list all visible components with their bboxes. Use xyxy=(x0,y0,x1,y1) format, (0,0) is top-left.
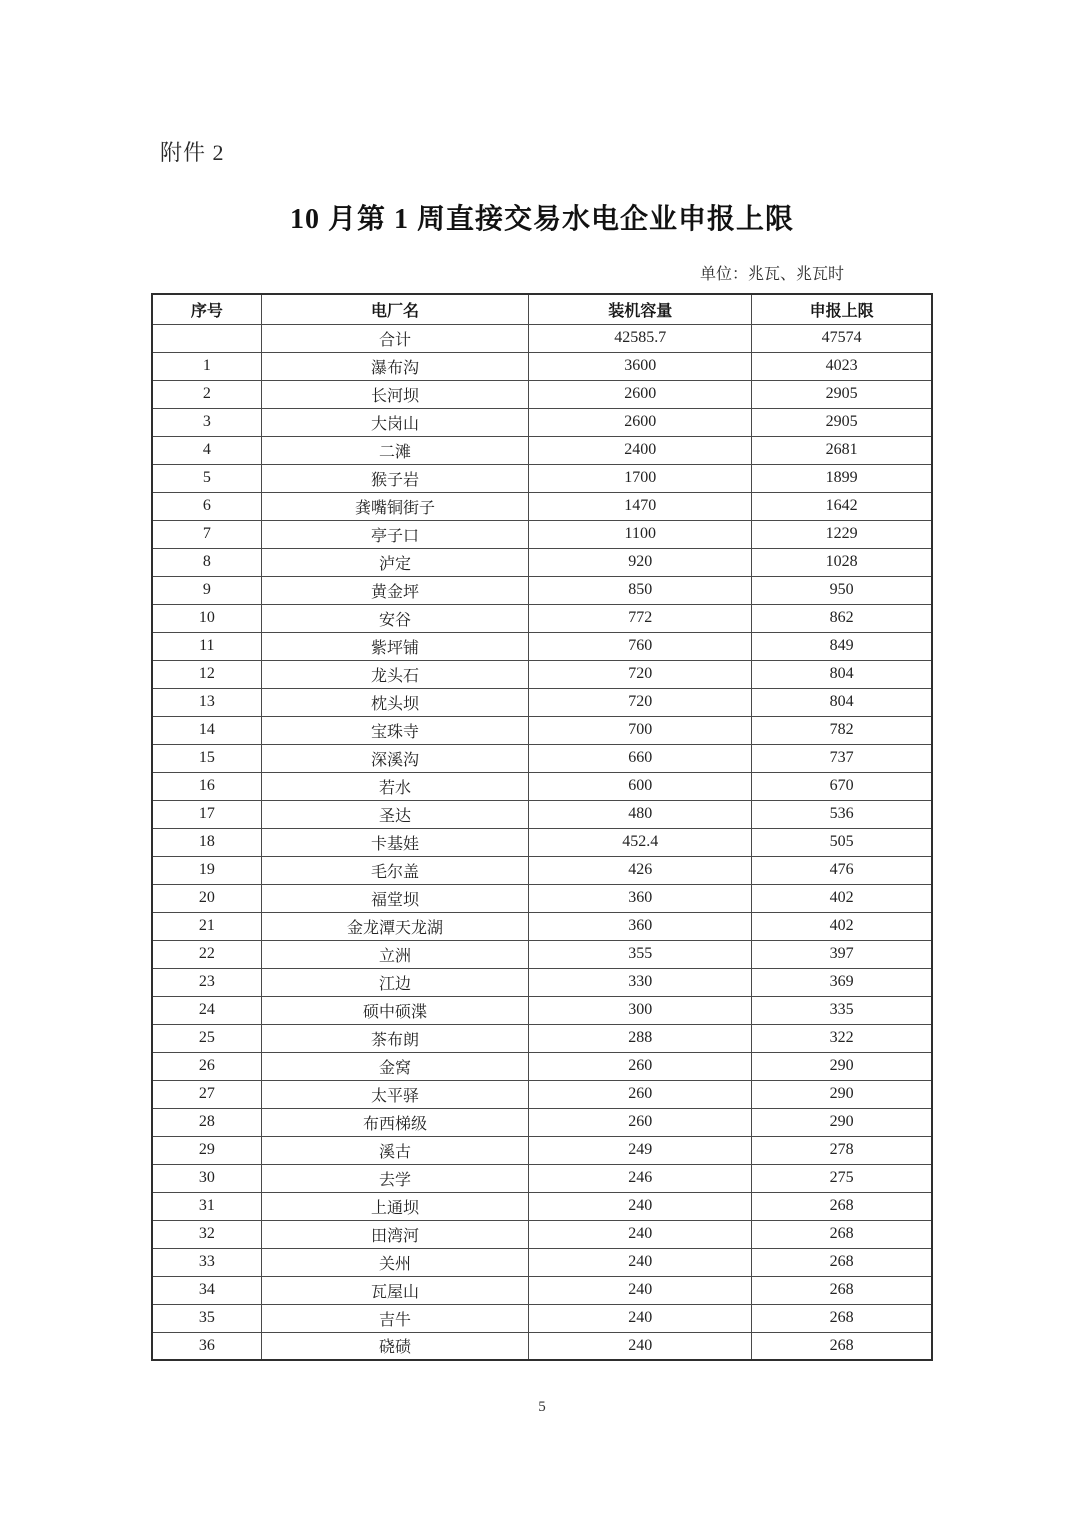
cell-limit: 402 xyxy=(752,912,932,940)
cell-capacity: 452.4 xyxy=(529,828,752,856)
cell-plant-name: 立洲 xyxy=(261,940,529,968)
cell-capacity: 330 xyxy=(529,968,752,996)
cell-limit: 402 xyxy=(752,884,932,912)
cell-capacity: 300 xyxy=(529,996,752,1024)
cell-limit: 1028 xyxy=(752,548,932,576)
cell-no: 10 xyxy=(152,604,261,632)
table-row xyxy=(152,772,932,800)
table-row xyxy=(152,1220,932,1248)
cell-no: 17 xyxy=(152,800,261,828)
cell-capacity: 360 xyxy=(529,912,752,940)
cell-no: 25 xyxy=(152,1024,261,1052)
cell-plant-name: 泸定 xyxy=(261,548,529,576)
cell-limit: 290 xyxy=(752,1052,932,1080)
cell-plant-name: 深溪沟 xyxy=(261,744,529,772)
cell-no: 8 xyxy=(152,548,261,576)
cell-no: 5 xyxy=(152,464,261,492)
cell-plant-name: 若水 xyxy=(261,772,529,800)
table-row xyxy=(152,1136,932,1164)
cell-limit: 268 xyxy=(752,1276,932,1304)
table-row xyxy=(152,1332,932,1360)
table-row xyxy=(152,1304,932,1332)
cell-limit: 1899 xyxy=(752,464,932,492)
cell-no: 13 xyxy=(152,688,261,716)
cell-limit: 275 xyxy=(752,1164,932,1192)
cell-no: 15 xyxy=(152,744,261,772)
cell-no xyxy=(152,324,261,352)
cell-limit: 278 xyxy=(752,1136,932,1164)
cell-plant-name: 硗碛 xyxy=(261,1332,529,1360)
cell-plant-name: 金龙潭天龙湖 xyxy=(261,912,529,940)
table-row xyxy=(152,800,932,828)
cell-no: 6 xyxy=(152,492,261,520)
cell-plant-name: 布西梯级 xyxy=(261,1108,529,1136)
cell-no: 4 xyxy=(152,436,261,464)
cell-capacity: 600 xyxy=(529,772,752,800)
table-row xyxy=(152,1080,932,1108)
cell-limit: 505 xyxy=(752,828,932,856)
cell-plant-name: 太平驿 xyxy=(261,1080,529,1108)
cell-limit: 476 xyxy=(752,856,932,884)
cell-limit: 2681 xyxy=(752,436,932,464)
cell-plant-name: 大岗山 xyxy=(261,408,529,436)
table-row xyxy=(152,1024,932,1052)
cell-plant-name: 茶布朗 xyxy=(261,1024,529,1052)
cell-limit: 268 xyxy=(752,1248,932,1276)
table-row xyxy=(152,744,932,772)
cell-no: 7 xyxy=(152,520,261,548)
table-row xyxy=(152,968,932,996)
column-header: 装机容量 xyxy=(529,294,752,324)
cell-no: 23 xyxy=(152,968,261,996)
cell-no: 14 xyxy=(152,716,261,744)
cell-limit: 2905 xyxy=(752,408,932,436)
cell-capacity: 700 xyxy=(529,716,752,744)
cell-capacity: 2400 xyxy=(529,436,752,464)
cell-limit: 804 xyxy=(752,688,932,716)
cell-plant-name: 毛尔盖 xyxy=(261,856,529,884)
table-row xyxy=(152,828,932,856)
table-row xyxy=(152,1192,932,1220)
cell-no: 30 xyxy=(152,1164,261,1192)
cell-plant-name: 合计 xyxy=(261,324,529,352)
table-row xyxy=(152,912,932,940)
table-row xyxy=(152,996,932,1024)
cell-plant-name: 溪古 xyxy=(261,1136,529,1164)
cell-capacity: 1100 xyxy=(529,520,752,548)
cell-no: 32 xyxy=(152,1220,261,1248)
cell-limit: 782 xyxy=(752,716,932,744)
header-row xyxy=(152,294,932,324)
cell-capacity: 760 xyxy=(529,632,752,660)
cell-no: 12 xyxy=(152,660,261,688)
cell-no: 11 xyxy=(152,632,261,660)
declaration-table xyxy=(151,293,933,1361)
cell-plant-name: 福堂坝 xyxy=(261,884,529,912)
cell-capacity: 850 xyxy=(529,576,752,604)
cell-limit: 268 xyxy=(752,1332,932,1360)
table-row xyxy=(152,1108,932,1136)
cell-capacity: 720 xyxy=(529,688,752,716)
table-row xyxy=(152,548,932,576)
cell-limit: 737 xyxy=(752,744,932,772)
cell-plant-name: 硕中硕渫 xyxy=(261,996,529,1024)
cell-plant-name: 亭子口 xyxy=(261,520,529,548)
cell-limit: 670 xyxy=(752,772,932,800)
cell-plant-name: 枕头坝 xyxy=(261,688,529,716)
cell-capacity: 240 xyxy=(529,1220,752,1248)
cell-limit: 47574 xyxy=(752,324,932,352)
cell-no: 1 xyxy=(152,352,261,380)
cell-limit: 290 xyxy=(752,1080,932,1108)
cell-limit: 322 xyxy=(752,1024,932,1052)
table-row xyxy=(152,688,932,716)
cell-capacity: 249 xyxy=(529,1136,752,1164)
cell-limit: 369 xyxy=(752,968,932,996)
cell-capacity: 660 xyxy=(529,744,752,772)
cell-capacity: 1700 xyxy=(529,464,752,492)
table-row xyxy=(152,940,932,968)
unit-note: 单位：兆瓦、兆瓦时 xyxy=(699,266,844,283)
cell-plant-name: 瀑布沟 xyxy=(261,352,529,380)
cell-plant-name: 长河坝 xyxy=(261,380,529,408)
cell-no: 27 xyxy=(152,1080,261,1108)
cell-plant-name: 紫坪铺 xyxy=(261,632,529,660)
cell-limit: 950 xyxy=(752,576,932,604)
table-row xyxy=(152,352,932,380)
cell-limit: 2905 xyxy=(752,380,932,408)
cell-no: 9 xyxy=(152,576,261,604)
cell-capacity: 772 xyxy=(529,604,752,632)
table-row xyxy=(152,604,932,632)
cell-capacity: 2600 xyxy=(529,408,752,436)
table-row xyxy=(152,520,932,548)
cell-limit: 849 xyxy=(752,632,932,660)
cell-plant-name: 关州 xyxy=(261,1248,529,1276)
cell-plant-name: 卡基娃 xyxy=(261,828,529,856)
cell-no: 19 xyxy=(152,856,261,884)
document-content xyxy=(151,0,933,1416)
cell-plant-name: 安谷 xyxy=(261,604,529,632)
page-title: 10 月第 1 周直接交易水电企业申报上限 xyxy=(289,204,794,235)
table-body xyxy=(152,324,932,1360)
cell-no: 3 xyxy=(152,408,261,436)
cell-plant-name: 宝珠寺 xyxy=(261,716,529,744)
cell-no: 21 xyxy=(152,912,261,940)
cell-no: 35 xyxy=(152,1304,261,1332)
cell-capacity: 240 xyxy=(529,1304,752,1332)
table-row xyxy=(152,1052,932,1080)
table-row xyxy=(152,856,932,884)
cell-no: 20 xyxy=(152,884,261,912)
table-row xyxy=(152,660,932,688)
cell-capacity: 240 xyxy=(529,1332,752,1360)
table-row xyxy=(152,576,932,604)
cell-capacity: 240 xyxy=(529,1192,752,1220)
cell-capacity: 288 xyxy=(529,1024,752,1052)
cell-capacity: 480 xyxy=(529,800,752,828)
cell-plant-name: 圣达 xyxy=(261,800,529,828)
attachment-label: 附件 2 xyxy=(160,140,225,165)
table-row xyxy=(152,1164,932,1192)
cell-no: 18 xyxy=(152,828,261,856)
table-row xyxy=(152,716,932,744)
cell-capacity: 720 xyxy=(529,660,752,688)
table-row xyxy=(152,408,932,436)
table-row xyxy=(152,380,932,408)
cell-capacity: 240 xyxy=(529,1248,752,1276)
cell-no: 2 xyxy=(152,380,261,408)
column-header: 序号 xyxy=(152,294,261,324)
cell-no: 36 xyxy=(152,1332,261,1360)
cell-capacity: 240 xyxy=(529,1276,752,1304)
cell-limit: 1642 xyxy=(752,492,932,520)
cell-no: 33 xyxy=(152,1248,261,1276)
page-number: 5 xyxy=(538,1399,546,1415)
table-row xyxy=(152,1276,932,1304)
cell-capacity: 355 xyxy=(529,940,752,968)
table-row xyxy=(152,464,932,492)
cell-limit: 397 xyxy=(752,940,932,968)
cell-limit: 268 xyxy=(752,1304,932,1332)
cell-plant-name: 金窝 xyxy=(261,1052,529,1080)
cell-no: 26 xyxy=(152,1052,261,1080)
column-header: 申报上限 xyxy=(752,294,932,324)
cell-plant-name: 瓦屋山 xyxy=(261,1276,529,1304)
total-row xyxy=(152,324,932,352)
table-row xyxy=(152,1248,932,1276)
cell-capacity: 260 xyxy=(529,1108,752,1136)
cell-limit: 335 xyxy=(752,996,932,1024)
table-row xyxy=(152,884,932,912)
cell-capacity: 360 xyxy=(529,884,752,912)
cell-plant-name: 吉牛 xyxy=(261,1304,529,1332)
cell-plant-name: 黄金坪 xyxy=(261,576,529,604)
cell-limit: 536 xyxy=(752,800,932,828)
cell-plant-name: 江边 xyxy=(261,968,529,996)
table-row xyxy=(152,436,932,464)
cell-plant-name: 上通坝 xyxy=(261,1192,529,1220)
column-header: 电厂名 xyxy=(261,294,529,324)
cell-plant-name: 田湾河 xyxy=(261,1220,529,1248)
cell-no: 16 xyxy=(152,772,261,800)
cell-limit: 862 xyxy=(752,604,932,632)
cell-no: 29 xyxy=(152,1136,261,1164)
cell-no: 22 xyxy=(152,940,261,968)
cell-limit: 268 xyxy=(752,1192,932,1220)
cell-limit: 290 xyxy=(752,1108,932,1136)
cell-no: 31 xyxy=(152,1192,261,1220)
cell-capacity: 426 xyxy=(529,856,752,884)
cell-capacity: 2600 xyxy=(529,380,752,408)
cell-limit: 1229 xyxy=(752,520,932,548)
cell-plant-name: 二滩 xyxy=(261,436,529,464)
cell-capacity: 1470 xyxy=(529,492,752,520)
cell-plant-name: 龚嘴铜街子 xyxy=(261,492,529,520)
cell-capacity: 246 xyxy=(529,1164,752,1192)
cell-no: 34 xyxy=(152,1276,261,1304)
cell-limit: 268 xyxy=(752,1220,932,1248)
cell-plant-name: 猴子岩 xyxy=(261,464,529,492)
cell-plant-name: 去学 xyxy=(261,1164,529,1192)
cell-plant-name: 龙头石 xyxy=(261,660,529,688)
cell-capacity: 260 xyxy=(529,1052,752,1080)
table-row xyxy=(152,632,932,660)
cell-capacity: 42585.7 xyxy=(529,324,752,352)
table-row xyxy=(152,492,932,520)
cell-limit: 4023 xyxy=(752,352,932,380)
cell-no: 24 xyxy=(152,996,261,1024)
cell-capacity: 920 xyxy=(529,548,752,576)
cell-capacity: 260 xyxy=(529,1080,752,1108)
cell-capacity: 3600 xyxy=(529,352,752,380)
cell-no: 28 xyxy=(152,1108,261,1136)
cell-limit: 804 xyxy=(752,660,932,688)
